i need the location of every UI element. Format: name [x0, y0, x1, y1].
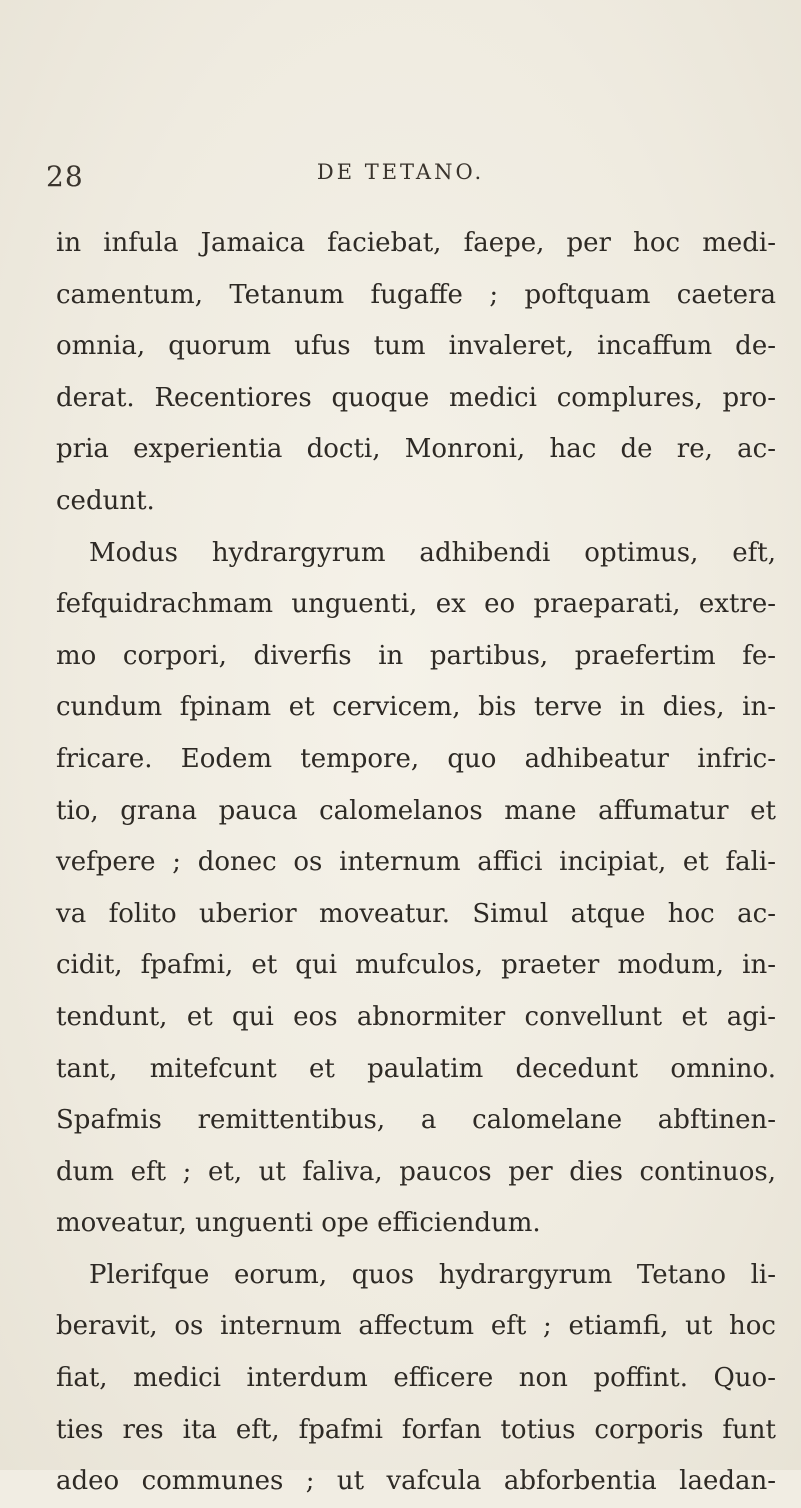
- text-line: fricare. Eodem tempore, quo adhibeatur infric-: [56, 743, 776, 774]
- text-line: pria experientia docti, Monroni, hac de re, ac-: [56, 434, 776, 465]
- text-line: tendunt, et qui eos abnormiter convellunt et agi-: [56, 1001, 776, 1032]
- text-line: tio, grana pauca calomelanos mane affumatur et: [56, 795, 776, 826]
- text-line: mo corpori, diverfis in partibus, praefertim fe-: [56, 640, 776, 671]
- page-number: 28: [46, 160, 84, 193]
- text-line: cidit, fpafmi, et qui mufculos, praeter modum, in-: [56, 950, 776, 981]
- text-line: tant, mitefcunt et paulatim decedunt omnino.: [56, 1053, 776, 1084]
- text-line: va folito uberior moveatur. Simul atque hoc ac-: [56, 898, 776, 929]
- text-line: dum eft ; et, ut faliva, paucos per dies continuos,: [56, 1156, 776, 1187]
- text-line: camentum, Tetanum fugaffe ; poftquam caetera: [56, 279, 776, 310]
- text-line: omnia, quorum ufus tum invaleret, incaffum de-: [56, 331, 776, 362]
- running-head: DE TETANO.: [316, 160, 485, 184]
- text-line: fiat, medici interdum efficere non poffint. Quo-: [56, 1363, 776, 1394]
- text-line: adeo communes ; ut vafcula abforbentia laedan-: [56, 1466, 776, 1497]
- paragraph-start-line: Plerifque eorum, quos hydrargyrum Tetano li-: [89, 1259, 776, 1290]
- text-line: derat. Recentiores quoque medici complures, pro-: [56, 382, 776, 413]
- text-line: vefpere ; donec os internum affici incipiat, et fali-: [56, 847, 776, 878]
- text-line: in infula Jamaica faciebat, faepe, per hoc medi-: [56, 228, 776, 258]
- text-line: cundum fpinam et cervicem, bis terve in dies, in-: [56, 692, 776, 723]
- paragraph-start-line: Modus hydrargyrum adhibendi optimus, eft,: [89, 537, 776, 568]
- text-line: beravit, os internum affectum eft ; etiamfi, ut hoc: [56, 1311, 776, 1342]
- text-line: ties res ita eft, fpafmi forfan totius corporis funt: [56, 1414, 776, 1445]
- text-line: Spafmis remittentibus, a calomelane abftinen-: [56, 1105, 776, 1136]
- text-line: moveatur, unguenti ope efficiendum.: [56, 1208, 541, 1239]
- text-line: cedunt.: [56, 485, 155, 516]
- body-text: [56, 218, 776, 1508]
- text-line: fefquidrachmam unguenti, ex eo praeparati, extre-: [56, 589, 776, 620]
